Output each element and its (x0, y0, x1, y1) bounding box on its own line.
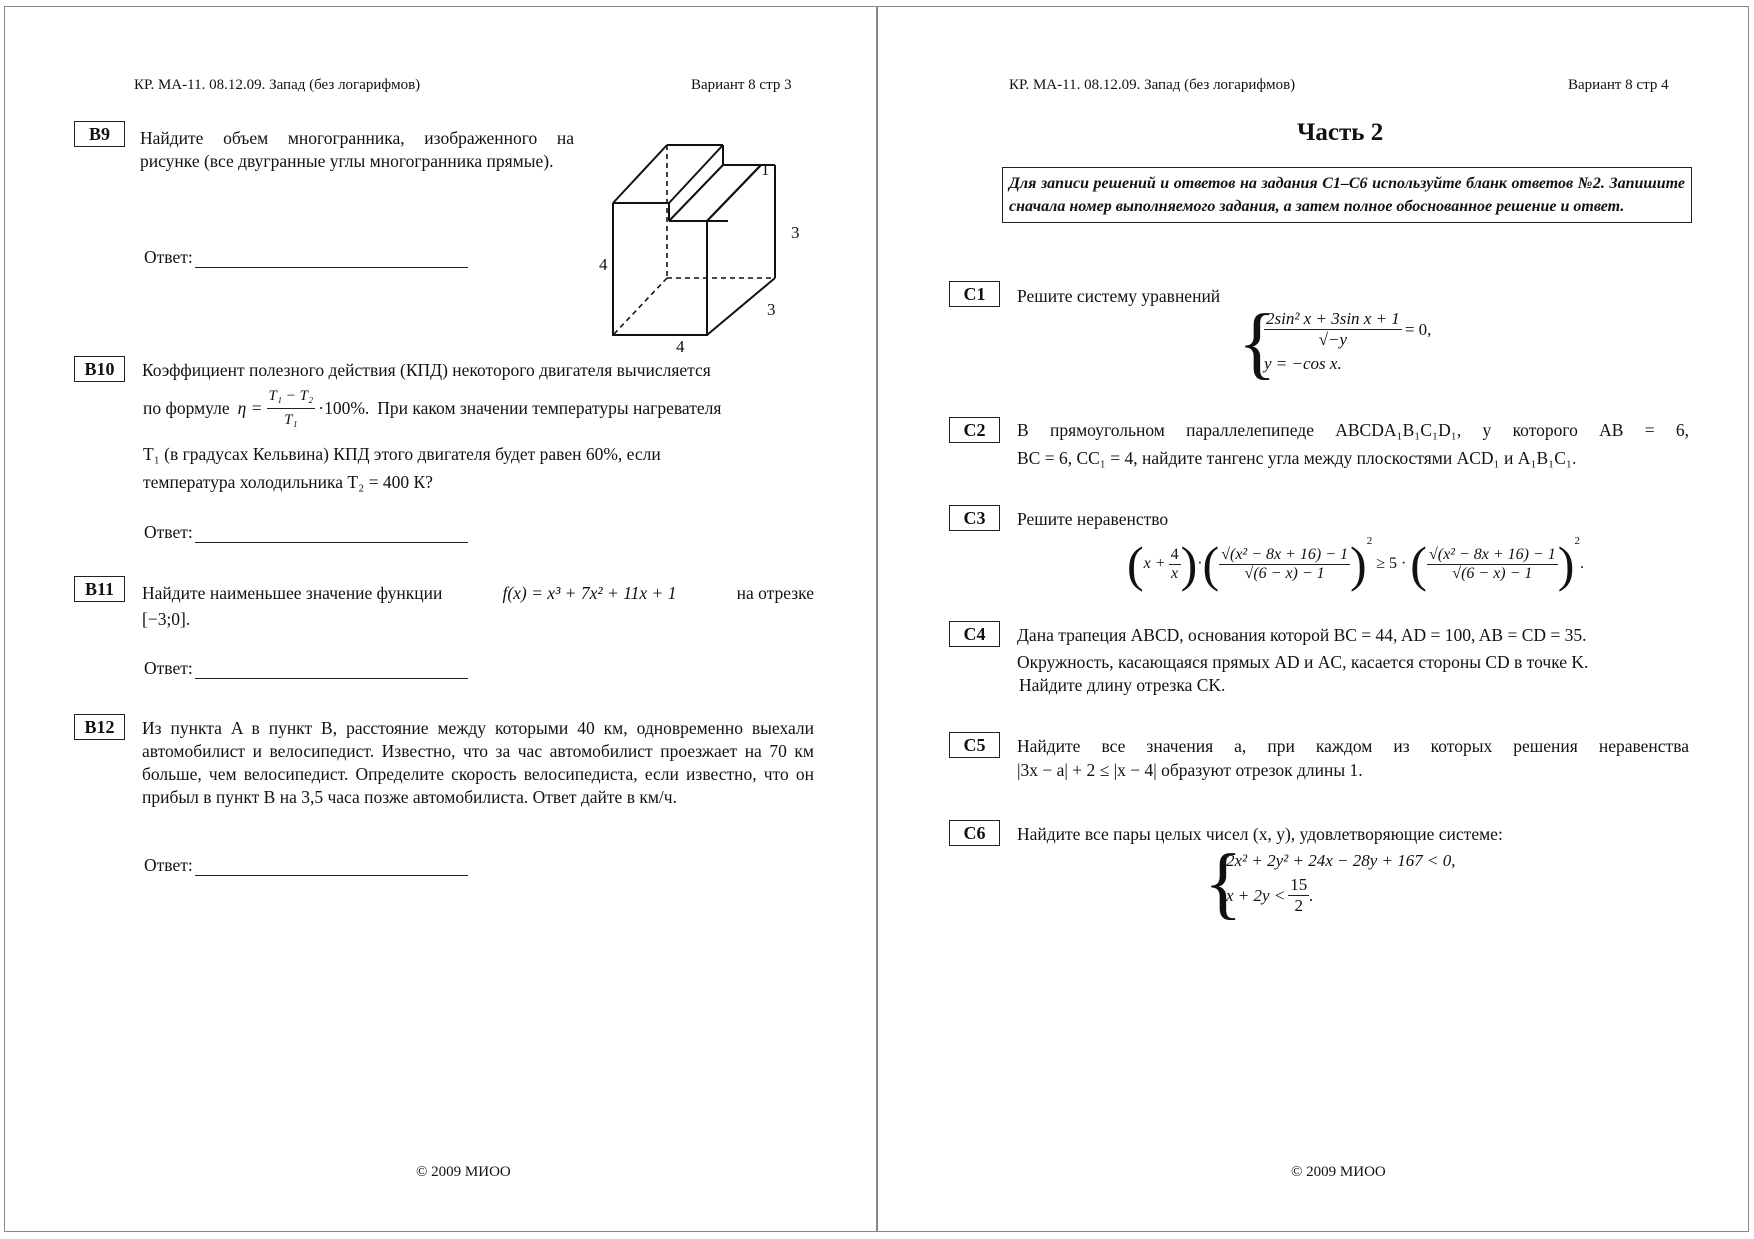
c6-label: C6 (949, 820, 1000, 846)
c1-numerator: 2sin² x + 3sin x + 1 (1266, 309, 1400, 328)
answer-label: Ответ: (144, 247, 193, 267)
c2-line1: В прямоугольном параллелепипеде ABCDA₁B₁C₁D₁, у которого AB = 6, (1017, 420, 1689, 440)
eta-symbol: η = (237, 398, 263, 418)
b12-label: B12 (74, 714, 125, 740)
answer-label: Ответ: (144, 855, 193, 875)
b9-text: Найдите объем многогранника, изображенного на рисунке (все двугранные углы многогранника прямые). (140, 128, 574, 171)
c6-eq2-pre: x + 2y < (1226, 885, 1286, 905)
b9-label: B9 (74, 121, 125, 147)
c1-eq1-tail: = 0, (1404, 319, 1432, 339)
b11-line1-post: на отрезке (736, 583, 814, 603)
paren: ) (1350, 536, 1367, 592)
answer-label: Ответ: (144, 522, 193, 542)
c3-inequality: ( x + $\frac{4}{x}$ ) · ( $\frac{\text{√(x² − 8x + 16) − 1}}{√(6 - x) - 1}$ ) $^2$ ≥ 5 · ( $\frac{\text{√(x² − 8x + 16) − 1}}{√(6 - x) - 1}$ ) $^2$ . (1127, 535, 1584, 592)
c6-eq2-tail: . (1309, 885, 1314, 905)
c1-text: Решите систему уравнений (1017, 286, 1221, 306)
c1-label: C1 (949, 281, 1000, 307)
paren: ) (1180, 536, 1198, 592)
b10-label: B10 (74, 356, 125, 382)
frac-numerator: 4 (1170, 545, 1179, 563)
c3-text: Решите неравенство (1017, 509, 1169, 529)
b10-line1: Коэффициент полезного действия (КПД) некоторого двигателя вычисляется (142, 360, 711, 380)
answer-line[interactable] (195, 857, 468, 876)
c2-line2: BC = 6, CC₁ = 4, найдите тангенс угла между плоскостями ACD₁ и A₁B₁C₁. (1017, 448, 1577, 468)
c5-line2: |3x − a| + 2 ≤ |x − 4| образуют отрезок длины 1. (1017, 760, 1363, 780)
c3-root-fraction-1 (1219, 546, 1350, 583)
c6-system (1204, 839, 1456, 927)
b10-answer[interactable] (144, 522, 468, 543)
b10-line2-post: При каком значении температуры нагревателя (377, 398, 722, 418)
c4-line1: Дана трапеция ABCD, основания которой BC = 44, AD = 100, AB = CD = 35. (1017, 625, 1587, 645)
left-page (4, 6, 877, 1232)
figure-dim-top: 1 (761, 160, 770, 179)
c3-root-fraction-2 (1427, 546, 1558, 583)
paren: ( (1410, 536, 1427, 592)
formula-tail: ·100%. (318, 398, 370, 418)
polyhedron-figure (595, 135, 805, 355)
c3-end: . (1579, 555, 1584, 572)
efficiency-fraction (267, 385, 316, 432)
figure-edge (707, 278, 775, 335)
b11-line1 (142, 582, 814, 605)
c1-fraction (1264, 309, 1402, 350)
c6-fraction (1288, 875, 1309, 916)
fraction-denominator: T₁ (284, 412, 298, 428)
paren: ( (1127, 536, 1144, 592)
right-page (877, 6, 1749, 1232)
c6-equation-2 (1226, 875, 1455, 916)
c3-label: C3 (949, 505, 1000, 531)
paren: ) (1557, 536, 1575, 592)
root-denominator: √(6 − x) − 1 (1452, 564, 1533, 582)
system-brace: { (1238, 299, 1277, 387)
answer-line[interactable] (195, 249, 468, 268)
instructions-box: Для записи решений и ответов на задания С1–С6 используйте бланк ответов №2. Запишите сначала номер выполняемого задания, а затем полное обоснованное решение и ответ. (1002, 167, 1692, 223)
b12-text: Из пункта A в пункт B, расстояние между которыми 40 км, одновременно выехали автомобилист и велосипедист. Известно, что за час автомобилист проезжает на 70 км больше, чем велосипедист. Определите скорость велосипедиста, если известно, что он прибыл в пункт B на 3,5 часа позже автомобилиста. Ответ дайте в км/ч. (142, 718, 814, 807)
answer-line[interactable] (195, 660, 468, 679)
left-footer: © 2009 МИОО (416, 1164, 511, 1180)
left-header-variant: Вариант 8 стр 3 (691, 77, 792, 93)
answer-label: Ответ: (144, 658, 193, 678)
c5-label: C5 (949, 732, 1000, 758)
c6-denominator: 2 (1294, 896, 1304, 915)
fraction-numerator: T₁ − T₂ (267, 385, 316, 409)
figure-dim-bottom: 4 (676, 337, 685, 355)
c4-line2: Окружность, касающаяся прямых AD и AC, касается стороны CD в точке K. (1017, 652, 1589, 672)
right-header-variant: Вариант 8 стр 4 (1568, 77, 1669, 93)
b12-answer[interactable] (144, 855, 468, 876)
exponent: 2 (1574, 535, 1580, 547)
exponent: 2 (1366, 535, 1373, 547)
b10-line2-pre: по формуле (143, 398, 230, 418)
right-header-title: КР. МА-11. 08.12.09. Запад (без логарифмов) (1009, 77, 1296, 93)
frac-denominator: x (1171, 564, 1179, 582)
c1-equation-2: y = −cos x. (1264, 354, 1342, 373)
c2-label: C2 (949, 417, 1000, 443)
figure-edge (613, 145, 667, 203)
c6-numerator: 15 (1290, 875, 1308, 894)
figure-dim-right-upper: 3 (791, 223, 800, 242)
c3-factor-x: x + (1143, 555, 1166, 572)
c6-equation-1: 2x² + 2y² + 24x − 28y + 167 < 0, (1226, 851, 1456, 870)
c4-line3: Найдите длину отрезка CK. (1019, 675, 1226, 695)
c3-geq: ≥ 5 · (1376, 555, 1407, 572)
root-numerator: √(x² − 8x + 16) − 1 (1428, 545, 1556, 563)
c5-line1: Найдите все значения a, при каждом из которых решения неравенства (1017, 736, 1689, 756)
part-title: Часть 2 (1297, 119, 1384, 146)
root-denominator: √(6 − x) − 1 (1244, 564, 1325, 582)
b11-function: f(x) = x³ + 7x² + 11x + 1 (502, 583, 677, 603)
figure-dim-left: 4 (599, 255, 608, 274)
b9-answer[interactable] (144, 247, 468, 268)
root-numerator: √(x² − 8x + 16) − 1 (1221, 545, 1349, 563)
figure-dim-right-lower: 3 (767, 300, 776, 319)
answer-line[interactable] (195, 524, 468, 543)
c4-label: C4 (949, 621, 1000, 647)
paren: ( (1202, 536, 1220, 592)
c1-system (1238, 299, 1432, 387)
c3-frac-4x (1169, 546, 1181, 583)
b10-line4: температура холодильника T₂ = 400 К? (143, 472, 433, 492)
left-header-title: КР. МА-11. 08.12.09. Запад (без логарифмов) (134, 77, 421, 93)
c6-text: Найдите все пары целых чисел (x, y), удовлетворяющие системе: (1017, 824, 1503, 844)
b10-line3: T₁ (в градусах Кельвина) КПД этого двигателя будет равен 60%, если (143, 444, 661, 464)
b11-label: B11 (74, 576, 125, 602)
c1-denominator: √−y (1318, 330, 1348, 349)
figure-front-edges (613, 203, 728, 335)
figure-hidden-edge (613, 278, 667, 335)
b11-answer[interactable] (144, 658, 468, 679)
system-brace: { (1204, 839, 1243, 927)
b10-line2 (143, 385, 815, 432)
right-footer: © 2009 МИОО (1291, 1164, 1386, 1180)
b11-line2: [−3;0]. (142, 609, 191, 629)
b11-line1-pre: Найдите наименьшее значение функции (142, 583, 443, 603)
c1-equation-1 (1264, 309, 1431, 350)
